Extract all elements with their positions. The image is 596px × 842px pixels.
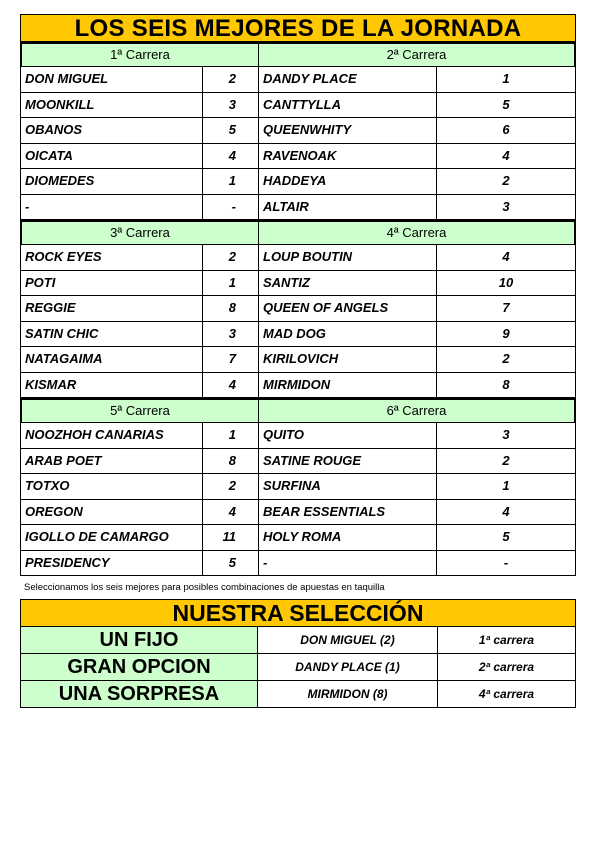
horse-number: 1 [437, 474, 576, 500]
horse-number: 2 [437, 347, 576, 373]
horse-number: 4 [437, 500, 576, 526]
horse-name: POTI [20, 271, 203, 297]
horse-name: SATINE ROUGE [259, 449, 437, 475]
table-row [20, 169, 576, 195]
race-header: 3ª Carrera [20, 220, 259, 245]
horse-number: 1 [203, 423, 259, 449]
horse-name: KIRILOVICH [259, 347, 437, 373]
selection-row [20, 681, 576, 708]
page [20, 14, 576, 708]
horse-number: 2 [203, 245, 259, 271]
horse-number: 2 [437, 449, 576, 475]
horse-name: NATAGAIMA [20, 347, 203, 373]
horse-name: REGGIE [20, 296, 203, 322]
horse-name: BEAR ESSENTIALS [259, 500, 437, 526]
horse-name: SURFINA [259, 474, 437, 500]
page-title: LOS SEIS MEJORES DE LA JORNADA [20, 14, 576, 42]
horse-name: KISMAR [20, 373, 203, 399]
horse-number: 1 [437, 67, 576, 93]
horse-name: ARAB POET [20, 449, 203, 475]
horse-number: 4 [203, 144, 259, 170]
table-row [20, 322, 576, 348]
horse-name: - [20, 195, 203, 221]
selection-race: 2ª carrera [438, 654, 576, 681]
horse-number: 4 [203, 500, 259, 526]
table-row [20, 525, 576, 551]
race-header-row [20, 42, 576, 67]
horse-number: 5 [203, 551, 259, 577]
table-row [20, 118, 576, 144]
horse-number: 8 [437, 373, 576, 399]
horse-name: DIOMEDES [20, 169, 203, 195]
horse-name: SATIN CHIC [20, 322, 203, 348]
selection-horse: DON MIGUEL (2) [258, 627, 438, 654]
horse-name: ROCK EYES [20, 245, 203, 271]
horse-name: QUITO [259, 423, 437, 449]
horse-number: 10 [437, 271, 576, 297]
horse-name: IGOLLO DE CAMARGO [20, 525, 203, 551]
table-row [20, 449, 576, 475]
footnote: Seleccionamos los seis mejores para posibles combinaciones de apuestas en taquilla [24, 582, 385, 593]
horse-name: TOTXO [20, 474, 203, 500]
horse-name: CANTTYLLA [259, 93, 437, 119]
horse-number: 5 [437, 93, 576, 119]
horse-number: 2 [437, 169, 576, 195]
horse-number: 2 [203, 474, 259, 500]
horse-name: MAD DOG [259, 322, 437, 348]
races-table [20, 42, 576, 576]
horse-name: SANTIZ [259, 271, 437, 297]
selection-horse: DANDY PLACE (1) [258, 654, 438, 681]
selection-row [20, 627, 576, 654]
race-header: 4ª Carrera [259, 220, 576, 245]
horse-name: HADDEYA [259, 169, 437, 195]
horse-number: 8 [203, 296, 259, 322]
selection-race: 4ª carrera [438, 681, 576, 708]
horse-number: 11 [203, 525, 259, 551]
horse-number: 5 [203, 118, 259, 144]
horse-name: OICATA [20, 144, 203, 170]
horse-number: 4 [437, 245, 576, 271]
table-row [20, 245, 576, 271]
horse-number: 3 [437, 423, 576, 449]
horse-number: 1 [203, 169, 259, 195]
table-row [20, 347, 576, 373]
horse-name: OREGON [20, 500, 203, 526]
table-row [20, 195, 576, 221]
selection-label: UN FIJO [20, 627, 258, 654]
horse-number: 3 [203, 322, 259, 348]
horse-name: DANDY PLACE [259, 67, 437, 93]
horse-number: - [203, 195, 259, 221]
horse-number: 2 [203, 67, 259, 93]
table-row [20, 93, 576, 119]
table-row [20, 67, 576, 93]
horse-number: 9 [437, 322, 576, 348]
race-header: 5ª Carrera [20, 398, 259, 423]
horse-name: ALTAIR [259, 195, 437, 221]
horse-name: PRESIDENCY [20, 551, 203, 577]
horse-name: QUEENWHITY [259, 118, 437, 144]
horse-name: - [259, 551, 437, 577]
horse-name: MIRMIDON [259, 373, 437, 399]
horse-name: QUEEN OF ANGELS [259, 296, 437, 322]
table-row [20, 144, 576, 170]
race-header: 1ª Carrera [20, 42, 259, 67]
selection-horse: MIRMIDON (8) [258, 681, 438, 708]
horse-number: 3 [203, 93, 259, 119]
horse-name: RAVENOAK [259, 144, 437, 170]
horse-number: 4 [203, 373, 259, 399]
race-header-row [20, 398, 576, 423]
selection-label: GRAN OPCION [20, 654, 258, 681]
horse-number: 3 [437, 195, 576, 221]
race-header-row [20, 220, 576, 245]
race-header: 6ª Carrera [259, 398, 576, 423]
horse-number: 5 [437, 525, 576, 551]
horse-name: MOONKILL [20, 93, 203, 119]
horse-number: 4 [437, 144, 576, 170]
selection-label: UNA SORPRESA [20, 681, 258, 708]
table-row [20, 296, 576, 322]
horse-name: OBANOS [20, 118, 203, 144]
horse-number: 7 [203, 347, 259, 373]
table-row [20, 423, 576, 449]
selection-row [20, 654, 576, 681]
selection-race: 1ª carrera [438, 627, 576, 654]
horse-name: LOUP BOUTIN [259, 245, 437, 271]
horse-number: 6 [437, 118, 576, 144]
table-row [20, 271, 576, 297]
selection-title: NUESTRA SELECCIÓN [20, 599, 576, 627]
horse-number: 8 [203, 449, 259, 475]
table-row [20, 373, 576, 399]
horse-number: 1 [203, 271, 259, 297]
horse-name: HOLY ROMA [259, 525, 437, 551]
race-header: 2ª Carrera [259, 42, 576, 67]
table-row [20, 551, 576, 577]
table-row [20, 500, 576, 526]
horse-number: - [437, 551, 576, 577]
horse-name: NOOZHOH CANARIAS [20, 423, 203, 449]
horse-number: 7 [437, 296, 576, 322]
horse-name: DON MIGUEL [20, 67, 203, 93]
table-row [20, 474, 576, 500]
